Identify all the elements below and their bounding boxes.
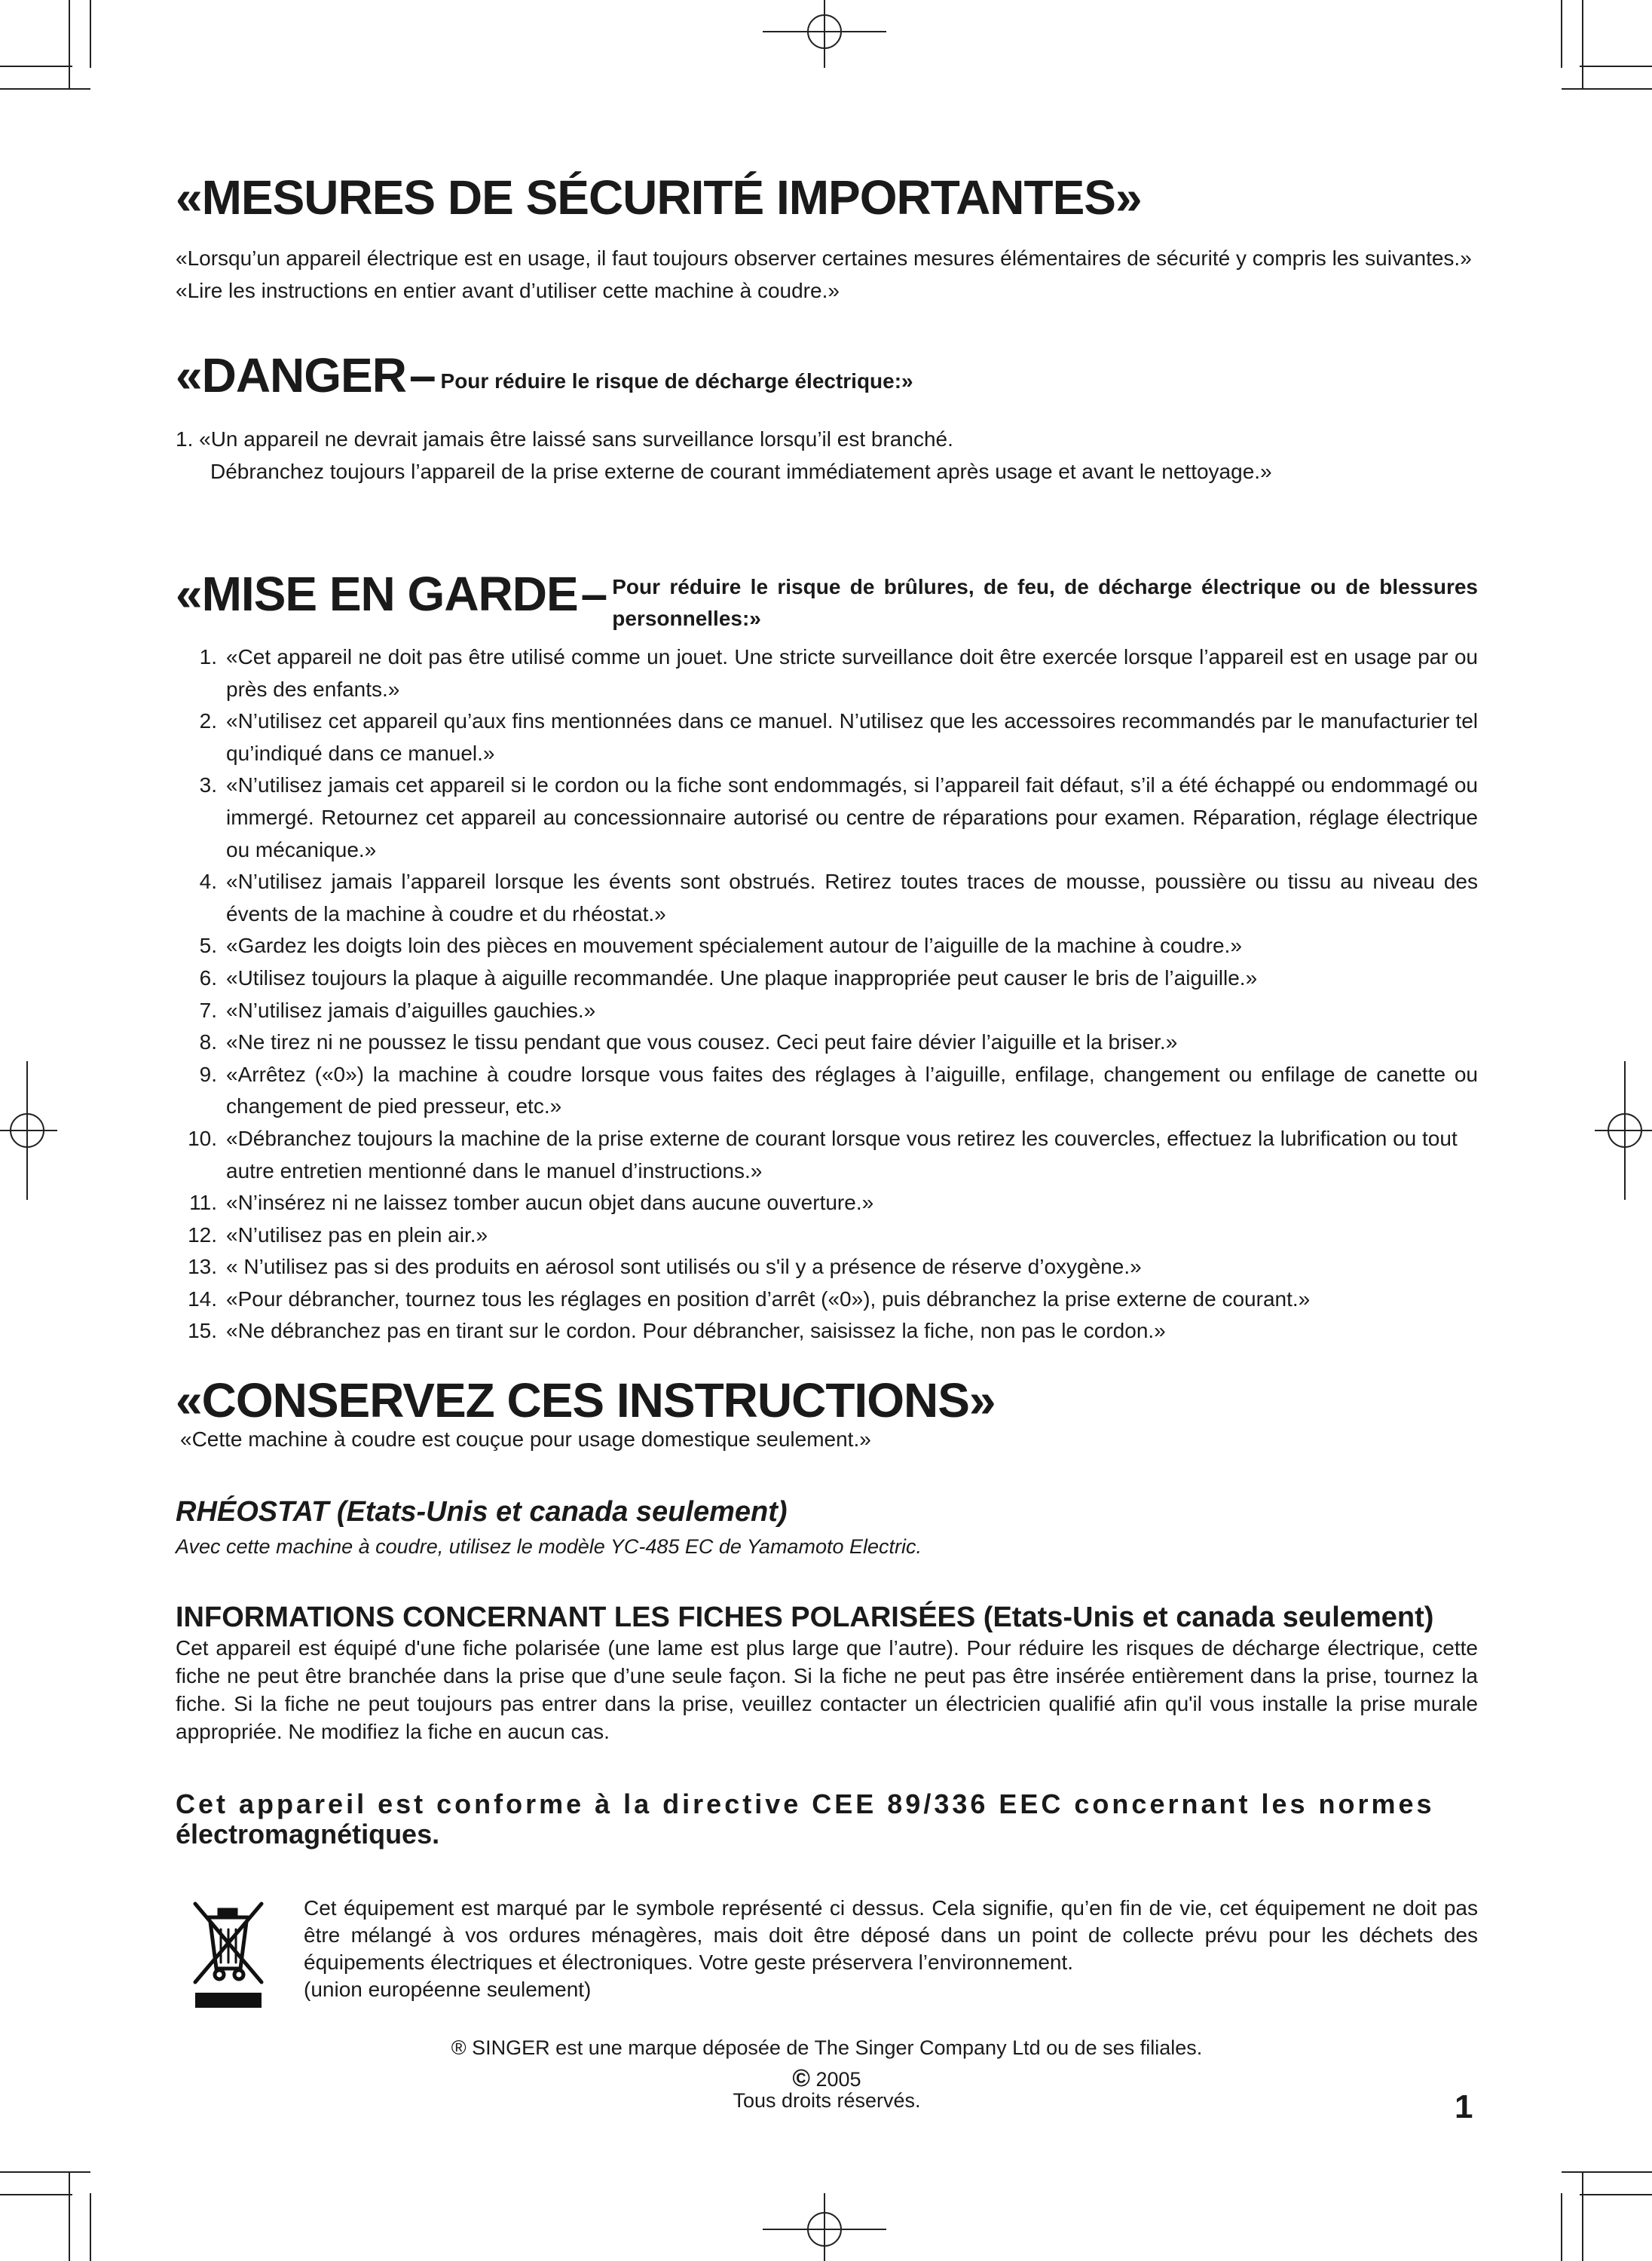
list-item xyxy=(176,641,1478,705)
list-item-text: «Arrêtez («0») la machine à coudre lorsque vous faites des réglages à l’aiguille, enfilage, changement ou enfilage de canette ou changement de pied presseur, etc.» xyxy=(226,1062,1478,1118)
polarized-title: INFORMATIONS CONCERNANT LES FICHES POLARISÉES (Etats-Unis et canada seulement) xyxy=(176,1602,1434,1633)
garde-subtitle: Pour réduire le risque de brûlures, de feu, de décharge électrique ou de blessures personnelles:» xyxy=(612,575,1478,630)
list-item-text: «N’utilisez cet appareil qu’aux fins mentionnées dans ce manuel. N’utilisez que les accessoires recommandés par le manufacturier tel qu’indiqué dans ce manuel.» xyxy=(226,709,1478,765)
emc-line-1: Cet appareil est conforme à la directive CEE 89/336 EEC concernant les normes xyxy=(176,1788,1435,1819)
list-item xyxy=(176,962,1478,995)
trademark-notice: ® SINGER est une marque déposée de The Singer Company Ltd ou de ses filiales. xyxy=(451,2036,1203,2059)
list-item-number: 6. xyxy=(199,965,217,990)
danger-item-line-2: Débranchez toujours l’appareil de la prise externe de courant immédiatement après usage et avant le nettoyage.» xyxy=(210,460,1272,483)
list-item-text: «Gardez les doigts loin des pièces en mouvement spécialement autour de l’aiguille de la machine à coudre.» xyxy=(226,934,1242,958)
list-item-number: 3. xyxy=(199,773,217,797)
list-item-text: «Ne débranchez pas en tirant sur le cordon. Pour débrancher, saisissez la fiche, non pas le cordon.» xyxy=(226,1319,1166,1343)
danger-item-number: 1. xyxy=(176,427,194,451)
list-item-number: 5. xyxy=(199,934,217,958)
conservez-subtitle: «Cette machine à coudre est couçue pour usage domestique seulement.» xyxy=(180,1427,871,1451)
list-item-number: 14. xyxy=(188,1287,217,1311)
list-item-number: 8. xyxy=(199,1030,217,1054)
list-item-text: «Cet appareil ne doit pas être utilisé comme un jouet. Une stricte surveillance doit être exercée lorsque l’appareil est en usage par ou près des enfants.» xyxy=(226,645,1478,701)
list-item-text: « N’utilisez pas si des produits en aérosol sont utilisés ou s'il y a présence de réserve d’oxygène.» xyxy=(226,1255,1142,1279)
weee-note: (union européenne seulement) xyxy=(304,1978,592,2001)
list-item-text: «N’utilisez pas en plein air.» xyxy=(226,1222,488,1247)
list-item-number: 11. xyxy=(189,1191,217,1215)
list-item-number: 9. xyxy=(199,1062,217,1086)
weee-block xyxy=(304,1895,1478,2003)
rheostat-text: Avec cette machine à coudre, utilisez le modèle YC-485 EC de Yamamoto Electric. xyxy=(176,1535,922,1558)
garde-dash: – xyxy=(580,567,608,621)
weee-text: Cet équipement est marqué par le symbole représenté ci dessus. Cela signifie, qu’en fin de vie, cet équipement ne doit pas être mélangé à vos ordures ménagères, mais doit être déposé dans un point de collecte prévu pour les déchets des équipements électriques et électroniques. Votre geste préservera l’environnement. xyxy=(304,1896,1478,1974)
list-item-number: 4. xyxy=(199,870,217,894)
list-item-number: 13. xyxy=(188,1255,217,1279)
emc-statement xyxy=(176,1789,1478,1849)
list-item xyxy=(176,1123,1478,1187)
list-item xyxy=(176,1059,1478,1123)
list-item xyxy=(176,1219,1478,1252)
conservez-heading: «CONSERVEZ CES INSTRUCTIONS» xyxy=(176,1373,996,1427)
main-title: «MESURES DE SÉCURITÉ IMPORTANTES» xyxy=(176,170,1142,225)
copyright-icon: © xyxy=(792,2064,810,2091)
footer xyxy=(176,2035,1478,2113)
list-item xyxy=(176,1026,1478,1059)
list-item xyxy=(176,930,1478,962)
danger-heading: «DANGER xyxy=(176,348,406,402)
rheostat-title: RHÉOSTAT (Etats-Unis et canada seulement) xyxy=(176,1496,788,1528)
list-item-number: 15. xyxy=(188,1319,217,1343)
list-item-number: 7. xyxy=(199,998,217,1022)
list-item xyxy=(176,866,1478,930)
list-item-number: 1. xyxy=(199,645,217,669)
intro-line-1: «Lorsqu’un appareil électrique est en usage, il faut toujours observer certaines mesures élémentaires de sécurité y compris les suivantes.» xyxy=(176,246,1472,270)
list-item-number: 2. xyxy=(199,709,217,733)
list-item xyxy=(176,1283,1478,1316)
crossed-out-wheelie-bin-icon xyxy=(191,1892,266,2012)
list-item-text: «Ne tirez ni ne poussez le tissu pendant que vous cousez. Ceci peut faire dévier l’aiguille et la briser.» xyxy=(226,1030,1178,1054)
garde-list xyxy=(176,641,1478,1348)
list-item xyxy=(176,1315,1478,1348)
list-item xyxy=(176,705,1478,769)
list-item xyxy=(176,769,1478,866)
list-item-text: «Pour débrancher, tournez tous les réglages en position d’arrêt («0»), puis débranchez la prise externe de courant.» xyxy=(226,1287,1311,1311)
garde-heading-row xyxy=(176,567,1478,635)
list-item-number: 10. xyxy=(188,1126,217,1150)
list-item-text: «N’utilisez jamais d’aiguilles gauchies.» xyxy=(226,998,596,1022)
list-item-text: «N’utilisez jamais l’appareil lorsque les évents sont obstrués. Retirez toutes traces de mousse, poussière ou tissu au niveau des évents de la machine à coudre et du rhéostat.» xyxy=(226,870,1478,926)
list-item xyxy=(176,995,1478,1027)
list-item-number: 12. xyxy=(188,1222,217,1247)
intro-line-2: «Lire les instructions en entier avant d’utiliser cette machine à coudre.» xyxy=(176,279,840,302)
list-item-text: «N’insérez ni ne laissez tomber aucun objet dans aucune ouverture.» xyxy=(226,1191,874,1215)
list-item xyxy=(176,1251,1478,1283)
list-item-text: «Débranchez toujours la machine de la prise externe de courant lorsque vous retirez les couvercles, effectuez la lubrification ou tout autre entretien mentionné dans le manuel d’instructions.» xyxy=(226,1126,1458,1183)
list-item-text: «N’utilisez jamais cet appareil si le cordon ou la fiche sont endommagés, si l’appareil fait défaut, s’il a été échappé ou endommagé ou immergé. Retournez cet appareil au concessionnaire autorisé ou centre de réparations pour examen. Réparation, réglage électrique ou mécanique.» xyxy=(226,773,1478,861)
danger-dash: – xyxy=(408,348,436,402)
emc-line-2: électromagnétiques. xyxy=(176,1819,440,1849)
danger-subtitle: Pour réduire le risque de décharge électrique:» xyxy=(440,369,913,393)
page-number: 1 xyxy=(1455,2088,1473,2125)
list-item xyxy=(176,1187,1478,1219)
polarized-text: Cet appareil est équipé d'une fiche polarisée (une lame est plus large que l’autre). Pour réduire les risques de décharge électrique, cette fiche ne peut être branchée dans la prise que d’une seule façon. Si la fiche ne peut pas être insérée entièrement dans la prise, tournez la fiche. Si la fiche ne peut toujours pas entrer dans la prise, veuillez contacter un électricien qualifié afin qu'il vous installe la prise murale appropriée. Ne modifiez la fiche en aucun cas. xyxy=(176,1636,1478,1743)
danger-item xyxy=(176,423,1478,488)
copyright-year: 2005 xyxy=(815,2068,861,2091)
list-item-text: «Utilisez toujours la plaque à aiguille recommandée. Une plaque inappropriée peut causer le bris de l’aiguille.» xyxy=(226,965,1258,990)
intro xyxy=(176,242,1478,307)
garde-heading: «MISE EN GARDE xyxy=(176,567,578,621)
rights-reserved: Tous droits réservés. xyxy=(733,2089,921,2112)
danger-item-line-1: «Un appareil ne devrait jamais être laissé sans surveillance lorsqu’il est branché. xyxy=(199,427,953,451)
danger-heading-row xyxy=(176,348,1478,402)
